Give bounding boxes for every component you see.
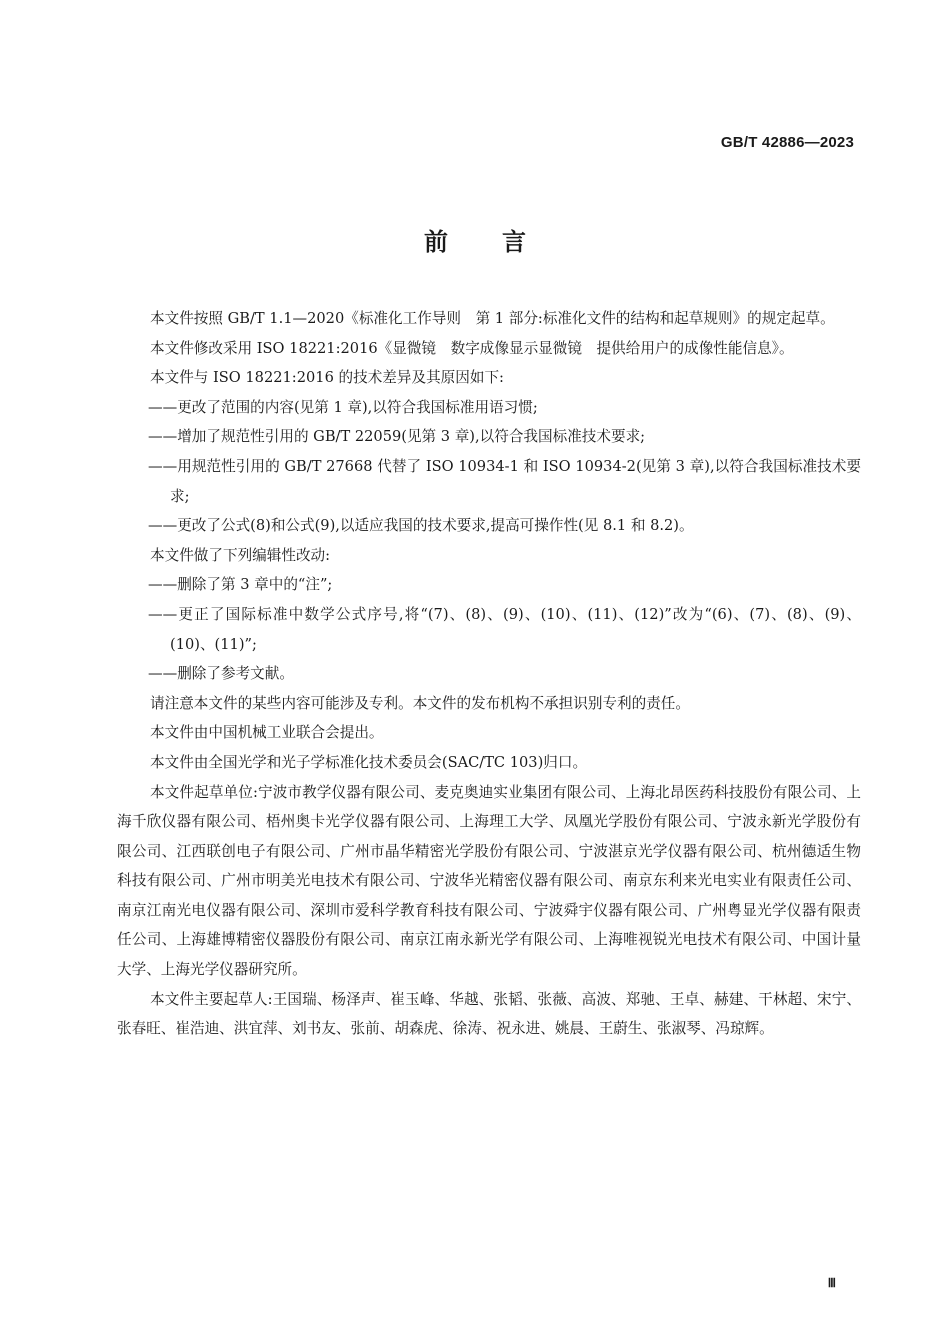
list-item: ——用规范性引用的 GB/T 27668 代替了 ISO 10934-1 和 ISO 10934-2(见第 3 章),以符合我国标准技术要求;	[148, 457, 861, 505]
paragraph: 本文件由中国机械工业联合会提出。	[150, 724, 384, 742]
list-item: ——更正了国际标准中数学公式序号,将“(7)、(8)、(9)、(10)、(11)、(12)”改为“(6)、(7)、(8)、(9)、(10)、(11)”;	[148, 605, 861, 653]
list-item: ——更改了公式(8)和公式(9),以适应我国的技术要求,提高可操作性(见 8.1 和 8.2)。	[148, 517, 694, 535]
page-number: Ⅲ	[827, 1276, 836, 1290]
paragraph: 本文件与 ISO 18221:2016 的技术差异及其原因如下:	[150, 369, 504, 387]
paragraph: 本文件做了下列编辑性改动:	[150, 546, 331, 564]
list-item: ——删除了参考文献。	[148, 665, 294, 683]
page-title: 前言	[424, 228, 580, 256]
paragraph: 请注意本文件的某些内容可能涉及专利。本文件的发布机构不承担识别专利的责任。	[150, 694, 690, 712]
paragraph: 本文件起草单位:宁波市教学仪器有限公司、麦克奥迪实业集团有限公司、上海北昂医药科技股份有限公司、上海千欣仪器有限公司、梧州奥卡光学仪器有限公司、上海理工大学、凤凰光学股份有限公司、宁波永新光学股份有限公司、江西联创电子有限公司、广州市晶华精密光学股份有限公司、宁波湛京光学仪器有限公司、杭州德适生物科技有限公司、广州市明美光电技术有限公司、宁波华光精密仪器有限公司、南京东利来光电实业有限责任公司、南京江南光电仪器有限公司、深圳市爱科学教育科技有限公司、宁波舜宇仪器有限公司、广州粤显光学仪器有限责任公司、上海雄博精密仪器股份有限公司、南京江南永新光学有限公司、上海唯视锐光电技术有限公司、中国计量大学、上海光学仪器研究所。	[117, 783, 861, 979]
standard-number: GB/T 42886—2023	[720, 134, 854, 151]
list-item: ——增加了规范性引用的 GB/T 22059(见第 3 章),以符合我国标准技术要求;	[148, 428, 646, 446]
paragraph: 本文件按照 GB/T 1.1—2020《标准化工作导则 第 1 部分:标准化文件的结构和起草规则》的规定起草。	[150, 310, 835, 327]
foreword-body	[117, 304, 861, 1044]
paragraph: 本文件主要起草人:王国瑞、杨泽声、崔玉峰、华越、张韬、张薇、高波、郑驰、王卓、赫建、干林超、宋宁、张春旺、崔浩迪、洪宜萍、刘书友、张前、胡森虎、徐涛、祝永进、姚晨、王蔚生、张淑琴、冯琼辉。	[117, 990, 861, 1038]
paragraph: 本文件由全国光学和光子学标准化技术委员会(SAC/TC 103)归口。	[150, 753, 588, 771]
list-item: ——更改了范围的内容(见第 1 章),以符合我国标准用语习惯;	[148, 398, 538, 416]
paragraph: 本文件修改采用 ISO 18221:2016《显微镜 数字成像显示显微镜 提供给用户的成像性能信息》。	[150, 339, 794, 357]
list-item: ——删除了第 3 章中的“注”;	[148, 576, 333, 594]
